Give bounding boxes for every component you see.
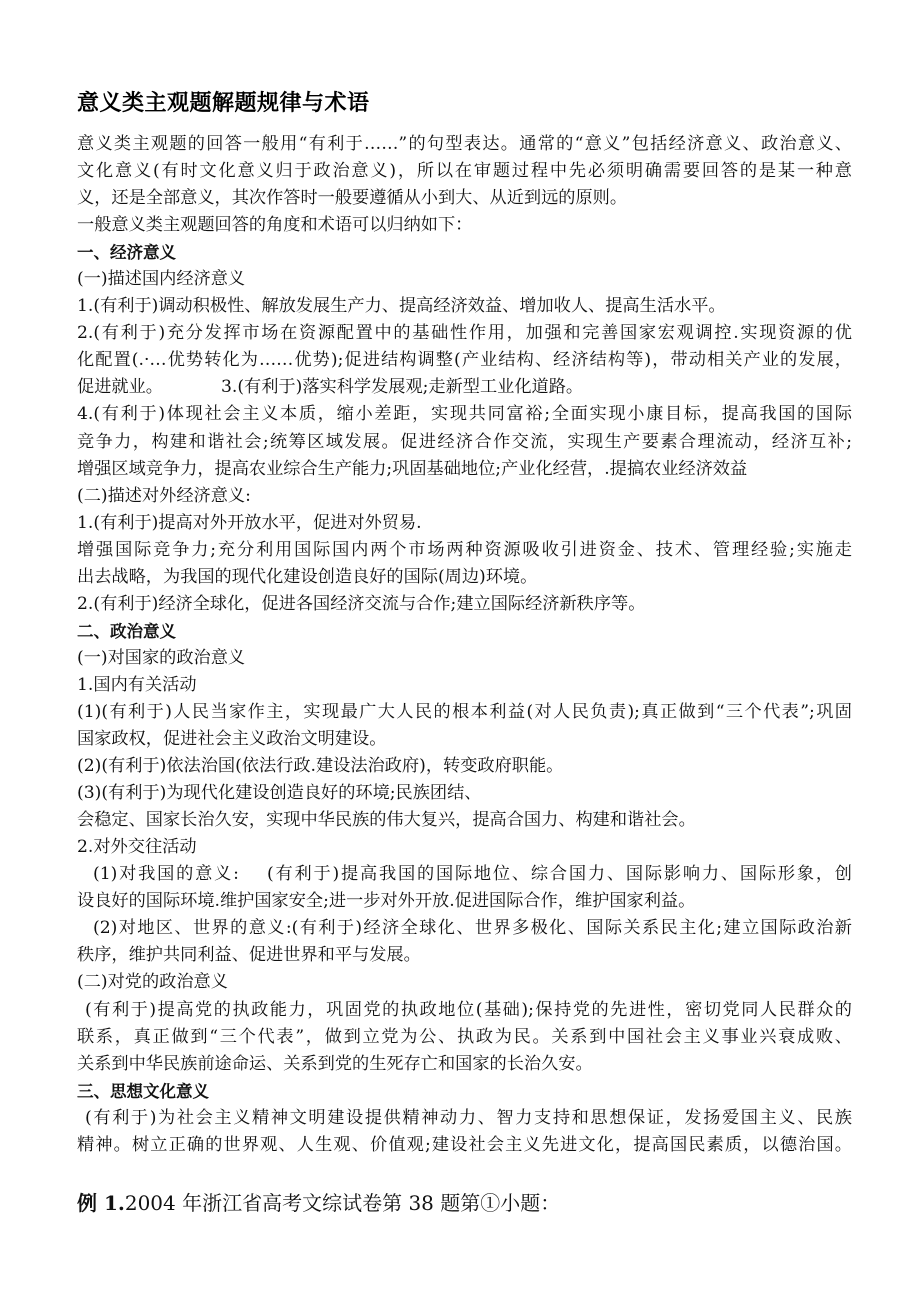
section-heading-political: 二、政治意义 — [77, 621, 176, 641]
paragraph-line: (有利于)提高党的执政能力，巩固党的执政地位(基础);保持党的先进性，密切党同人民群众的 — [85, 999, 852, 1020]
subsection-heading: (二)描述对外经济意义: — [77, 485, 251, 506]
example-heading — [77, 1188, 560, 1218]
list-item: 增强国际竞争力;充分利用国际国内两个市场两种资源吸收引进资金、技术、管理经验;实施走 — [77, 539, 852, 560]
paragraph-line: 关系到中华民族前途命运、关系到党的生死存亡和国家的长治久安。 — [77, 1053, 593, 1074]
example-label: 例 1. — [77, 1191, 125, 1215]
section-heading-economic: 一、经济意义 — [77, 243, 176, 263]
list-item: (2)(有利于)依法治国(依法行政.建设法治政府)，转变政府职能。 — [77, 756, 564, 777]
list-item: 1.(有利于)调动积极性、解放发展生产力、提高经济效益、增加收人、提高生活水平。 — [77, 296, 726, 317]
list-item: 竞争力，构建和谐社会;统筹区域发展。促进经济合作交流，实现生产要素合理流动，经济互补; — [77, 431, 852, 452]
subsection-heading: (一)描述国内经济意义 — [77, 269, 246, 290]
subsection-heading: (一)对国家的政治意义 — [77, 647, 246, 668]
paragraph-line: (有利于)为社会主义精神文明建设提供精神动力、智力支持和思想保证，发扬爱国主义、民族 — [85, 1107, 852, 1128]
list-item-end: 促进就业。 — [77, 377, 163, 398]
list-item: (1)对我国的意义: (有利于)提高我国的国际地位、综合国力、国际影响力、国际形象，创 — [93, 864, 852, 885]
list-item-combined — [77, 374, 852, 401]
list-item: (1)(有利于)人民当家作主，实现最广大人民的根本利益(对人民负责);真正做到“三个代表”;巩固 — [77, 701, 852, 722]
list-item: 增强区域竞争力，提高农业综合生产能力;巩固基础地位;产业化经营，.提搞农业经济效益 — [77, 458, 748, 479]
intro-line: 文化意义(有时文化意义归于政治意义)，所以在审题过程中先必须明确需要回答的是某一种意 — [77, 161, 852, 182]
subsection-heading: (二)对党的政治意义 — [77, 972, 228, 993]
paragraph-line: 精神。树立正确的世界观、人生观、价值观;建设社会主义先进文化，提高国民素质，以德治国。 — [77, 1134, 852, 1155]
list-item: 出去战略，为我国的现代化建设创造良好的国际(周边)环境。 — [77, 566, 538, 587]
document-body — [77, 131, 852, 1159]
list-item: 2.(有利于)经济全球化，促进各国经济交流与合作;建立国际经济新秩序等。 — [77, 593, 646, 614]
subsection-heading: 1.国内有关活动 — [77, 674, 197, 695]
list-item: 设良好的国际环境.维护国家安全;进一步对外开放.促进国际合作，维护国家利益。 — [77, 891, 696, 912]
list-item: (2)对地区、世界的意义:(有利于)经济全球化、世界多极化、国际关系民主化;建立国际政治新 — [93, 918, 852, 939]
page-title: 意义类主观题解题规律与术语 — [77, 91, 370, 116]
list-item: 4.(有利于)体现社会主义本质，缩小差距，实现共同富裕;全面实现小康目标，提高我国的国际 — [77, 404, 852, 425]
list-item: 2.(有利于)充分发挥市场在资源配置中的基础性作用，加强和完善国家宏观调控.实现资源的优 — [77, 323, 852, 344]
list-item: 秩序，维护共同利益、促进世界和平与发展。 — [77, 945, 421, 966]
list-item: 化配置(.·…优势转化为……优势);促进结构调整(产业结构、经济结构等)，带动相关产业的发展， — [77, 350, 852, 371]
paragraph-line: 联系，真正做到“三个代表”，做到立党为公、执政为民。关系到中国社会主义事业兴衰成败、 — [77, 1026, 852, 1047]
intro-line: 意义类主观题的回答一般用“有利于……”的句型表达。通常的“意义”包括经济意义、政治意义、 — [77, 134, 852, 154]
list-item: (3)(有利于)为现代化建设创造良好的环境;民族团结、 — [77, 783, 482, 804]
list-item: 1.(有利于)提高对外开放水平，促进对外贸易. — [77, 512, 422, 533]
example-text: 2004 年浙江省高考文综试卷第 38 题第①小题： — [124, 1191, 561, 1215]
intro-line: 义，还是全部意义，其次作答时一般要遵循从小到大、从近到远的原则。 — [77, 188, 628, 209]
list-item: 3.(有利于)落实科学发展观;走新型工业化道路。 — [220, 377, 584, 398]
subsection-heading: 2.对外交往活动 — [77, 837, 197, 858]
list-item: 国家政权，促进社会主义政治文明建设。 — [77, 729, 387, 750]
list-item: 会稳定、国家长治久安，实现中华民族的伟大复兴，提高合国力、构建和谐社会。 — [77, 810, 696, 831]
section-heading-culture: 三、思想文化意义 — [77, 1081, 209, 1101]
intro-line: 一般意义类主观题回答的角度和术语可以归纳如下： — [77, 215, 473, 236]
